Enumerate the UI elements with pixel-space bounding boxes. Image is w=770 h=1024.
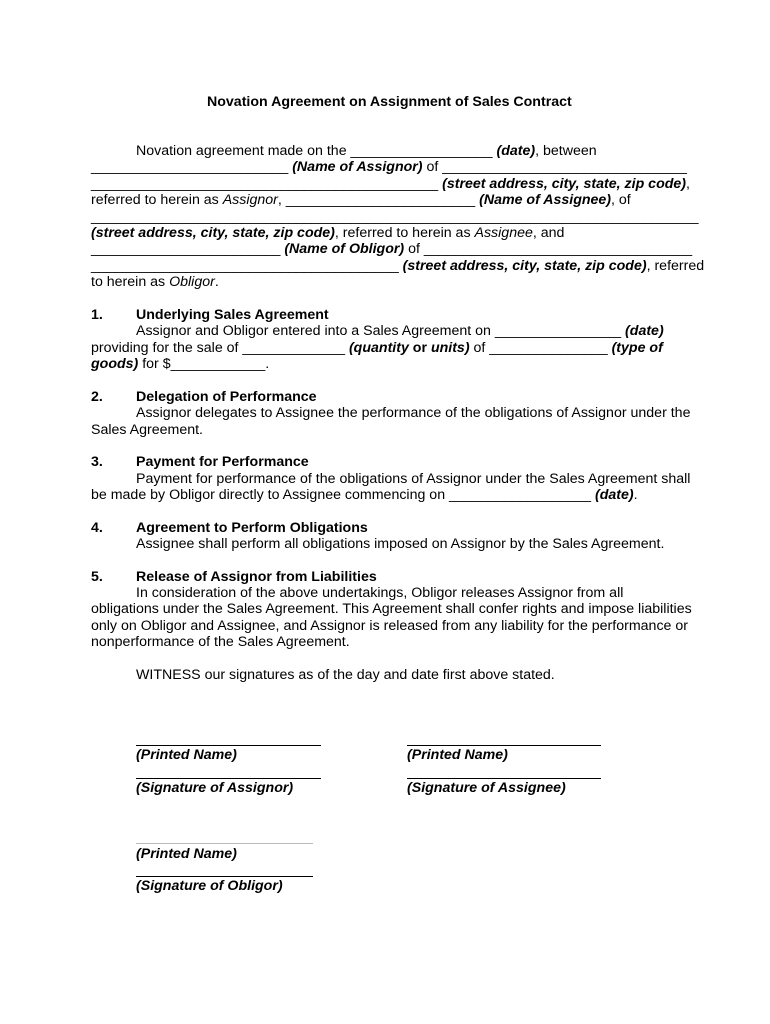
obligor-signature-line [136, 876, 313, 877]
section-4-heading: Agreement to Perform Obligations [136, 520, 368, 536]
intro-line-5: _____________________________________________________________________________ [91, 209, 699, 225]
section-1-line-3: goods) for $____________. [91, 356, 270, 372]
obligor-signature-label: (Signature of Obligor) [136, 878, 283, 894]
section-2-line-1: Assignor delegates to Assignee the performance of the obligations of Assignor under the [136, 405, 691, 421]
assignee-printed-name-line [407, 745, 601, 746]
section-1-heading: Underlying Sales Agreement [136, 307, 329, 323]
section-5-line-4: nonperformance of the Sales Agreement. [91, 634, 350, 650]
intro-line-3: ____________________________________________ (street address, city, state, zip code), [91, 176, 690, 192]
intro-line-8: _______________________________________ (street address, city, state, zip code), referred [91, 258, 705, 274]
section-1-number: 1. [91, 307, 103, 323]
section-3-heading: Payment for Performance [136, 454, 309, 470]
intro-line-1: Novation agreement made on the __________________ (date), between [136, 143, 597, 159]
section-2-line-2: Sales Agreement. [91, 422, 203, 438]
assignee-printed-name-label: (Printed Name) [407, 747, 508, 763]
assignee-signature-line [407, 778, 601, 779]
section-4-line-1: Assignee shall perform all obligations imposed on Assignor by the Sales Agreement. [136, 536, 665, 552]
assignee-signature-label: (Signature of Assignee) [407, 780, 566, 796]
intro-line-2: _________________________ (Name of Assignor) of _______________________________ [91, 159, 687, 175]
intro-line-4: referred to herein as Assignor, ________________________ (Name of Assignee), of [91, 192, 631, 208]
assignor-printed-name-line [136, 745, 321, 746]
witness-statement: WITNESS our signatures as of the day and date first above stated. [136, 667, 555, 683]
intro-line-6: (street address, city, state, zip code), referred to herein as Assignee, and [91, 225, 565, 241]
section-3-number: 3. [91, 454, 103, 470]
obligor-printed-name-line [136, 843, 313, 844]
assignor-printed-name-label: (Printed Name) [136, 747, 237, 763]
intro-line-9: to herein as Obligor. [91, 274, 219, 290]
section-1-line-1: Assignor and Obligor entered into a Sales Agreement on ________________ (date) [136, 323, 664, 339]
section-1-line-2: providing for the sale of _____________ (quantity or units) of _______________ (type of [91, 340, 663, 356]
section-2-number: 2. [91, 389, 103, 405]
section-5-heading: Release of Assignor from Liabilities [136, 569, 377, 585]
section-4-number: 4. [91, 520, 103, 536]
obligor-printed-name-label: (Printed Name) [136, 846, 237, 862]
assignor-signature-label: (Signature of Assignor) [136, 780, 294, 796]
page-title: Novation Agreement on Assignment of Sales Contract [207, 94, 572, 110]
section-5-line-2: obligations under the Sales Agreement. This Agreement shall confer rights and impose liabilities [91, 601, 692, 617]
section-2-heading: Delegation of Performance [136, 389, 317, 405]
section-3-line-2: be made by Obligor directly to Assignee commencing on __________________ (date). [91, 487, 638, 503]
section-5-line-3: only on Obligor and Assignee, and Assignor is released from any liability for the performance or [91, 618, 688, 634]
section-5-number: 5. [91, 569, 103, 585]
intro-line-7: ________________________ (Name of Obligor) of __________________________________ [91, 241, 693, 257]
section-3-line-1: Payment for performance of the obligations of Assignor under the Sales Agreement shall [136, 471, 691, 487]
section-5-line-1: In consideration of the above undertakings, Obligor releases Assignor from all [136, 585, 624, 601]
assignor-signature-line [136, 778, 321, 779]
